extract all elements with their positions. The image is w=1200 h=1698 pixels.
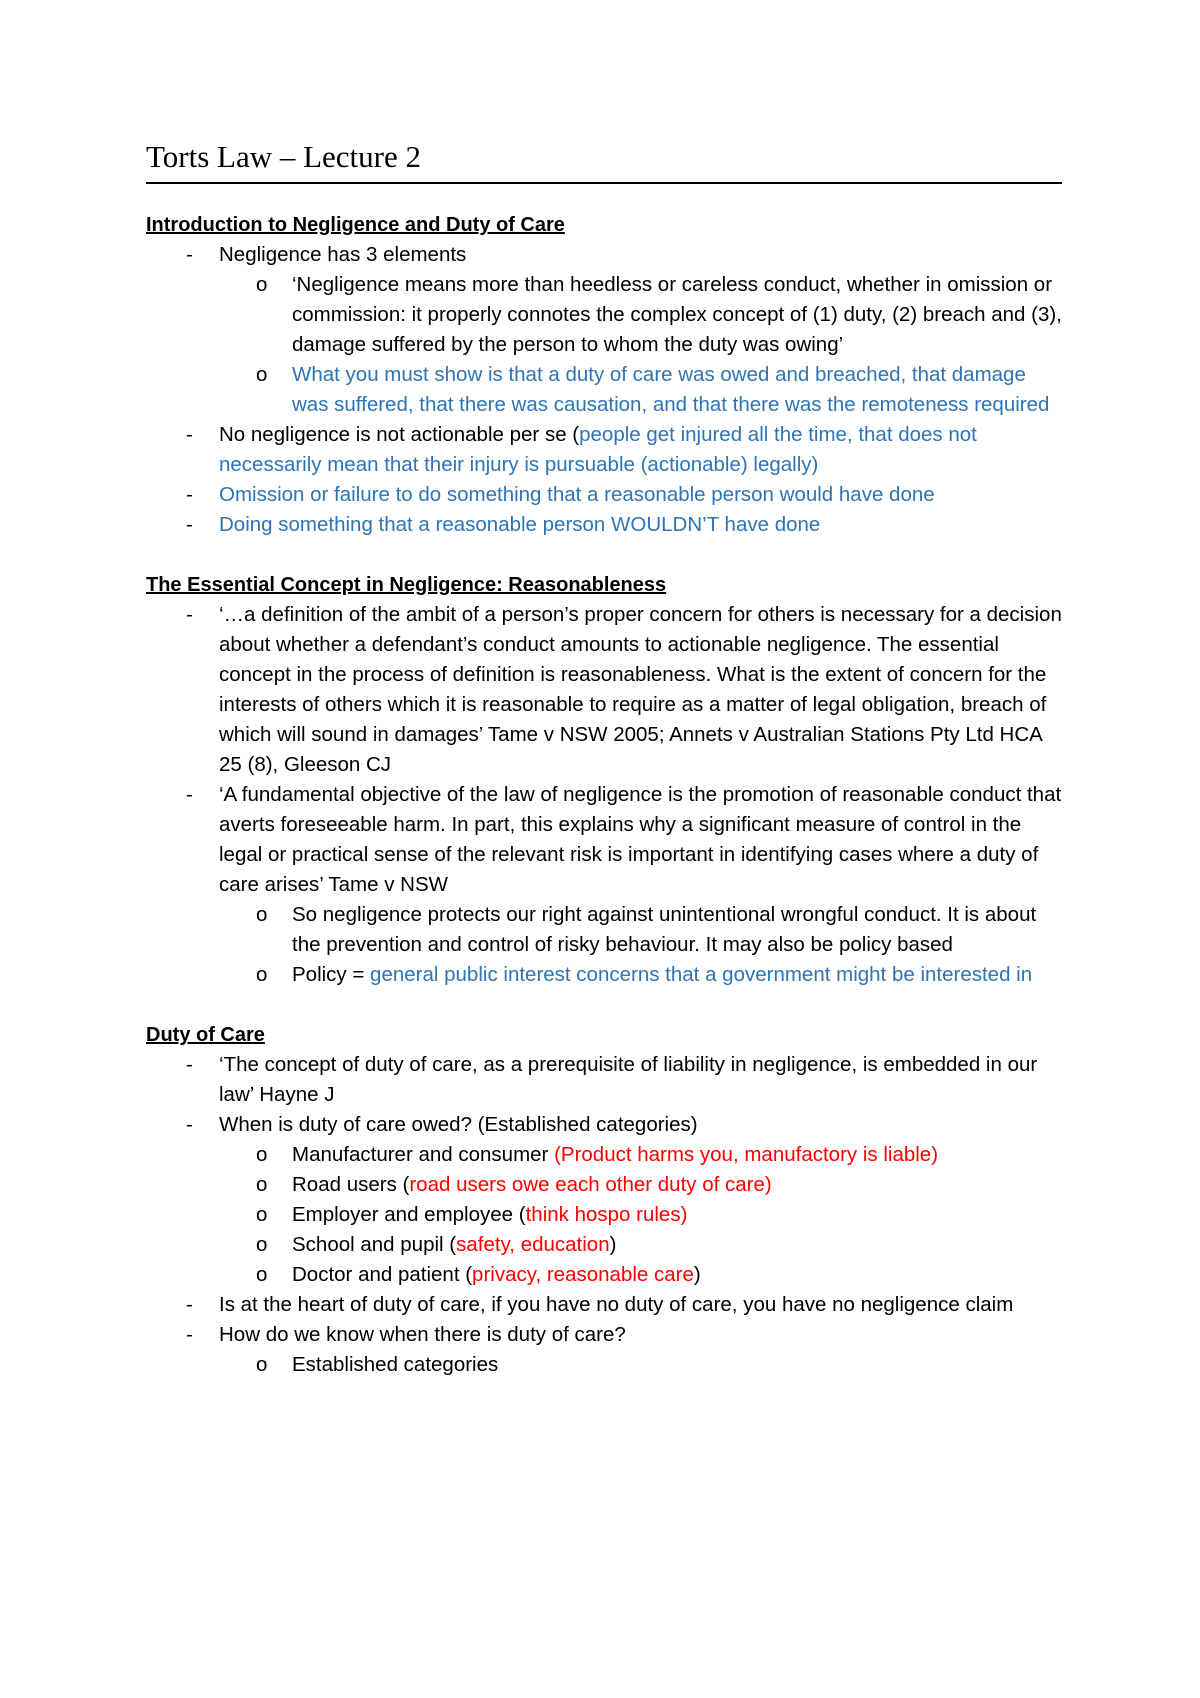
list-item: - When is duty of care owed? (Established categories) bbox=[146, 1110, 1062, 1140]
section-duty-of-care bbox=[146, 1020, 1062, 1380]
circle-bullet-icon: o bbox=[256, 1353, 268, 1376]
section-heading: Duty of Care bbox=[146, 1024, 265, 1046]
dash-bullet-icon: - bbox=[186, 483, 193, 506]
section-heading: Introduction to Negligence and Duty of Care bbox=[146, 214, 565, 236]
circle-bullet-icon: o bbox=[256, 1143, 268, 1166]
list-item: o Employer and employee (think hospo rules) bbox=[146, 1200, 1062, 1230]
circle-bullet-icon: o bbox=[256, 903, 268, 926]
dash-bullet-icon: - bbox=[186, 1293, 193, 1316]
list-item: - No negligence is not actionable per se (people get injured all the time, that does not necessarily mean that their injury is pursuable (actionable) legally) bbox=[146, 420, 1062, 480]
list-item: o What you must show is that a duty of care was owed and breached, that damage was suffered, that there was causation, and that there was the remoteness required bbox=[146, 360, 1062, 420]
document-page bbox=[146, 138, 1062, 1380]
list-item: o Manufacturer and consumer (Product harms you, manufactory is liable) bbox=[146, 1140, 1062, 1170]
list-item: - Is at the heart of duty of care, if you have no duty of care, you have no negligence claim bbox=[146, 1290, 1062, 1320]
circle-bullet-icon: o bbox=[256, 1263, 268, 1286]
dash-bullet-icon: - bbox=[186, 1053, 193, 1076]
dash-bullet-icon: - bbox=[186, 513, 193, 536]
list-item: o Road users (road users owe each other duty of care) bbox=[146, 1170, 1062, 1200]
list-item: o Doctor and patient (privacy, reasonable care) bbox=[146, 1260, 1062, 1290]
list-item: - ‘A fundamental objective of the law of negligence is the promotion of reasonable conduct that averts foreseeable harm. In part, this explains why a significant measure of control in the legal or practical sense of the relevant risk is important in identifying cases where a duty of care arises’ Tame v NSW bbox=[146, 780, 1062, 900]
circle-bullet-icon: o bbox=[256, 273, 268, 296]
section-introduction bbox=[146, 210, 1062, 540]
list-item: - Doing something that a reasonable person WOULDN’T have done bbox=[146, 510, 1062, 540]
list-item: - ‘The concept of duty of care, as a prerequisite of liability in negligence, is embedded in our law’ Hayne J bbox=[146, 1050, 1062, 1110]
list-item: o School and pupil (safety, education) bbox=[146, 1230, 1062, 1260]
list-item: - How do we know when there is duty of care? bbox=[146, 1320, 1062, 1350]
list-item: - Omission or failure to do something that a reasonable person would have done bbox=[146, 480, 1062, 510]
dash-bullet-icon: - bbox=[186, 1323, 193, 1346]
dash-bullet-icon: - bbox=[186, 603, 193, 626]
document-title: Torts Law – Lecture 2 bbox=[146, 138, 1062, 184]
list-item: - Negligence has 3 elements bbox=[146, 240, 1062, 270]
list-item: - ‘…a definition of the ambit of a person’s proper concern for others is necessary for a decision about whether a defendant’s conduct amounts to actionable negligence. The essential concept in the process of definition is reasonableness. What is the extent of concern for the interests of others which it is reasonable to require as a matter of legal obligation, breach of which will sound in damages’ Tame v NSW 2005; Annets v Australian Stations Pty Ltd HCA 25 (8), Gleeson CJ bbox=[146, 600, 1062, 780]
dash-bullet-icon: - bbox=[186, 1113, 193, 1136]
section-heading: The Essential Concept in Negligence: Reasonableness bbox=[146, 574, 667, 596]
list-item: o Policy = general public interest concerns that a government might be interested in bbox=[146, 960, 1062, 990]
circle-bullet-icon: o bbox=[256, 1173, 268, 1196]
dash-bullet-icon: - bbox=[186, 783, 193, 806]
list-item: o ‘Negligence means more than heedless or careless conduct, whether in omission or commission: it properly connotes the complex concept of (1) duty, (2) breach and (3), damage suffered by the person to whom the duty was owing’ bbox=[146, 270, 1062, 360]
list-item: o So negligence protects our right against unintentional wrongful conduct. It is about the prevention and control of risky behaviour. It may also be policy based bbox=[146, 900, 1062, 960]
circle-bullet-icon: o bbox=[256, 1233, 268, 1256]
dash-bullet-icon: - bbox=[186, 423, 193, 446]
dash-bullet-icon: - bbox=[186, 243, 193, 266]
circle-bullet-icon: o bbox=[256, 963, 268, 986]
circle-bullet-icon: o bbox=[256, 363, 268, 386]
circle-bullet-icon: o bbox=[256, 1203, 268, 1226]
section-reasonableness bbox=[146, 570, 1062, 990]
list-item: o Established categories bbox=[146, 1350, 1062, 1380]
